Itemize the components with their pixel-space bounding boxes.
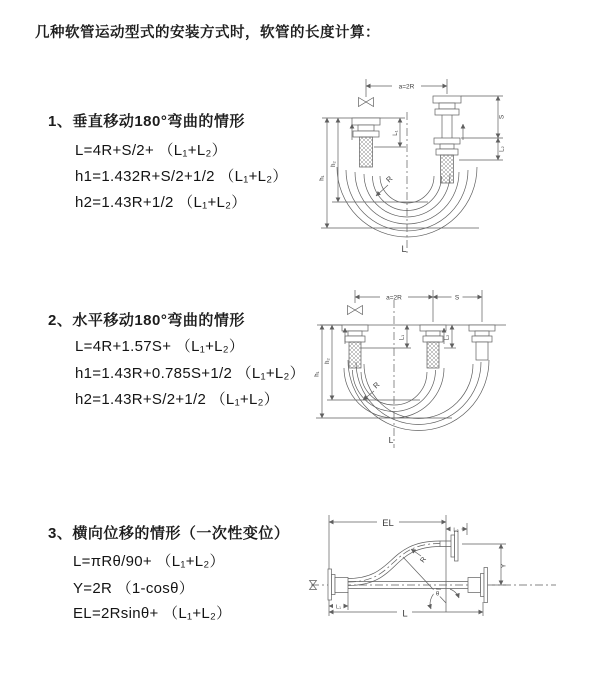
dim-label-y: Y	[500, 563, 508, 569]
dim-label-s: S	[498, 114, 506, 120]
dim-label-l: L	[401, 244, 407, 254]
valve-icon	[359, 98, 374, 107]
dim-label-h2: h₂	[325, 358, 331, 364]
dim-label-h1: h₁	[314, 371, 321, 377]
dim-label-a2r: a=2R	[386, 294, 402, 302]
dim-label-l2: L₂	[453, 527, 459, 534]
dim-label-l2: L₂	[444, 334, 451, 341]
dim-label-l1: L₁	[393, 130, 399, 136]
dim-label-l2: L₂	[499, 146, 506, 152]
dim-label-a2r: a=2R	[398, 83, 415, 91]
diagram-lateral-displacement	[305, 503, 600, 660]
dim-label-r: R	[371, 380, 382, 391]
page-title: 几种软管运动型式的安装方式时，软管的长度计算：	[35, 25, 380, 41]
formula-line: h1=1.432R+S/2+1/2 （L₁+L₂）	[75, 168, 288, 185]
dim-label-l1: L₁	[399, 334, 406, 341]
formula-line: h1=1.43R+0.785S+1/2 （L₁+L₂）	[75, 365, 305, 382]
dim-label-l: L	[388, 435, 394, 445]
dim-label-h2: h₂	[331, 161, 337, 167]
dim-label-theta: θ	[435, 591, 440, 598]
formula-line: h2=1.43R+S/2+1/2 （L₁+L₂）	[75, 391, 280, 408]
formula-line: L=4R+1.57S+ （L₁+L₂）	[75, 338, 245, 355]
valve-icon	[348, 306, 363, 315]
section-1-heading: 1、垂直移动180°弯曲的情形	[48, 113, 245, 130]
formula-line: L=πRθ/90+ （L₁+L₂）	[73, 553, 225, 570]
formula-line: L=4R+S/2+ （L₁+L₂）	[75, 142, 227, 159]
dim-label-r: R	[419, 556, 429, 565]
dim-label-s: S	[454, 294, 460, 302]
dim-label-l: L	[402, 608, 408, 620]
dim-label-r: R	[384, 174, 395, 185]
dim-label-el: EL	[382, 518, 394, 529]
formula-line: EL=2Rsinθ+ （L₁+L₂）	[73, 605, 232, 622]
diagram-vertical-180-bend	[313, 72, 595, 270]
diagram-horizontal-180-bend	[313, 283, 600, 455]
formula-line: Y=2R （1-cosθ）	[73, 580, 195, 597]
section-2-heading: 2、水平移动180°弯曲的情形	[48, 312, 245, 329]
dim-label-l1: L₁	[336, 604, 341, 611]
formula-line: h2=1.43R+1/2 （L₁+L₂）	[75, 194, 247, 211]
section-3-heading: 3、横向位移的情形（一次性变位）	[48, 525, 290, 542]
dim-label-h1: h₁	[319, 175, 326, 181]
